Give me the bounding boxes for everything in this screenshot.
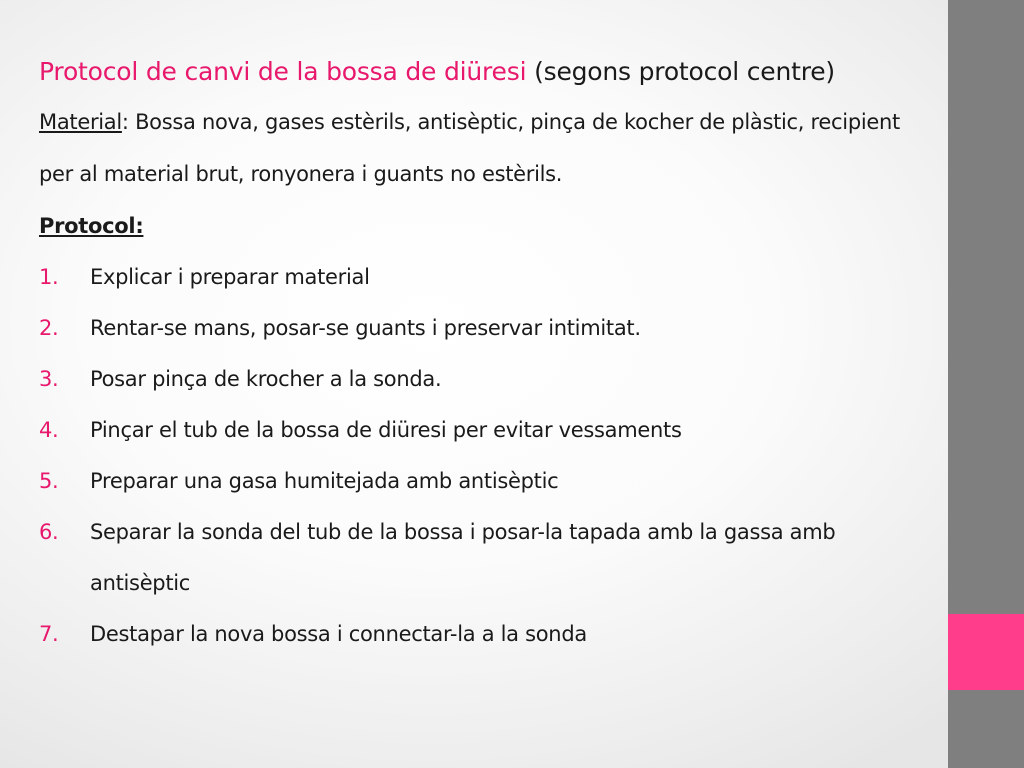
- step-text: Preparar una gasa humitejada amb antisèptic: [90, 469, 559, 493]
- list-item: [39, 405, 939, 456]
- list-item: [39, 303, 939, 354]
- step-text: Destapar la nova bossa i connectar-la a la sonda: [90, 622, 587, 646]
- list-item: [39, 507, 939, 609]
- step-text: Rentar-se mans, posar-se guants i preservar intimitat.: [90, 316, 641, 340]
- step-text: Pinçar el tub de la bossa de diüresi per evitar vessaments: [90, 418, 682, 442]
- list-item: [39, 252, 939, 303]
- slide-content: [39, 48, 939, 660]
- step-number: 1.: [39, 265, 59, 289]
- step-text: Posar pinça de krocher a la sonda.: [90, 367, 442, 391]
- list-item: [39, 456, 939, 507]
- step-number: 6.: [39, 520, 59, 544]
- slide-title-highlight: Protocol de canvi de la bossa de diüresi: [39, 57, 527, 86]
- list-item: [39, 609, 939, 660]
- material-label: Material: [39, 110, 122, 134]
- step-number: 5.: [39, 469, 59, 493]
- slide-title-rest: (segons protocol centre): [526, 57, 835, 86]
- material-paragraph: [39, 96, 939, 200]
- step-number: 3.: [39, 367, 59, 391]
- material-text: : Bossa nova, gases estèrils, antisèptic, pinça de kocher de plàstic, recipient per al material brut, ronyonera i guants no estèrils.: [39, 110, 900, 186]
- protocol-steps-list: [39, 252, 939, 660]
- slide-title: [39, 48, 939, 96]
- step-number: 7.: [39, 622, 59, 646]
- step-number: 4.: [39, 418, 59, 442]
- step-text: Separar la sonda del tub de la bossa i posar-la tapada amb la gassa amb antisèptic: [90, 520, 836, 595]
- protocol-heading: Protocol:: [39, 214, 144, 238]
- sidebar-accent-block: [948, 614, 1024, 690]
- step-text: Explicar i preparar material: [90, 265, 370, 289]
- list-item: [39, 354, 939, 405]
- step-number: 2.: [39, 316, 59, 340]
